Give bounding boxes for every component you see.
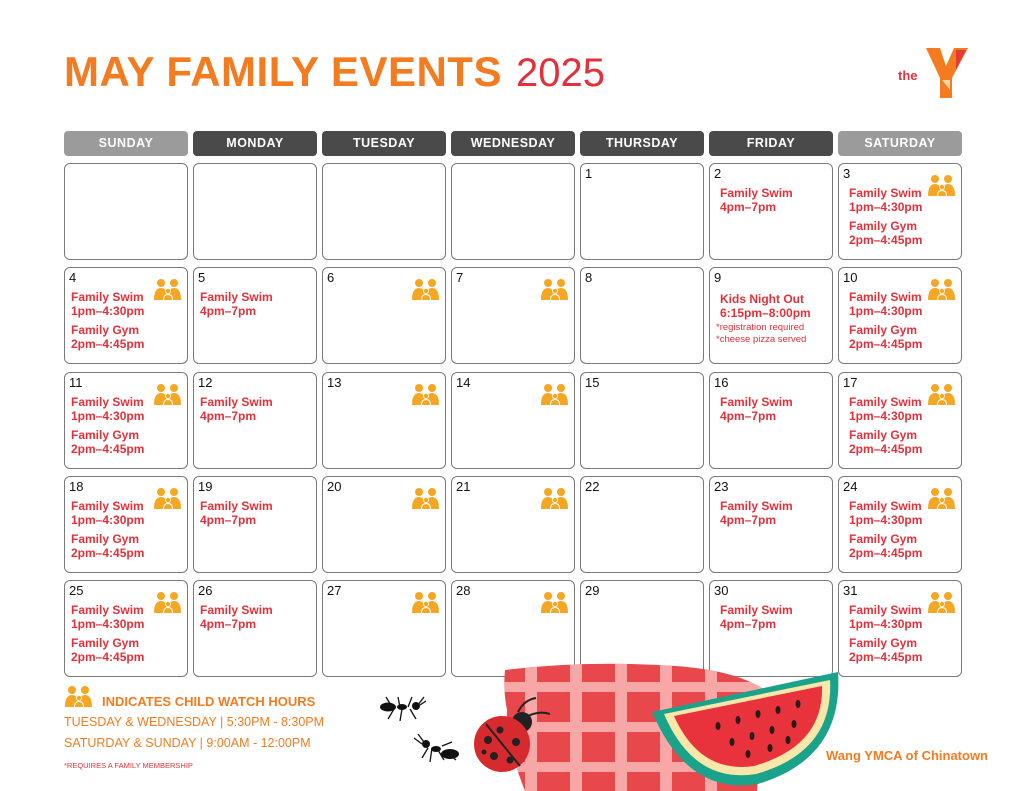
calendar-day-8 <box>580 267 704 364</box>
event-family-swim <box>849 186 967 214</box>
calendar-day-25 <box>64 580 188 677</box>
family-people-icon <box>411 383 441 407</box>
event-time: 4pm–7pm <box>200 513 257 527</box>
calendar-day-20 <box>322 476 446 573</box>
calendar-day-23 <box>709 476 833 573</box>
legend-footnote: *REQUIRES A FAMILY MEMBERSHIP <box>64 761 193 770</box>
calendar-day-empty <box>451 163 575 260</box>
event-note: *registration required <box>716 322 805 333</box>
event-family-gym <box>71 636 189 664</box>
event-time: 4pm–7pm <box>720 200 777 214</box>
event-family-swim <box>200 395 318 423</box>
calendar-day-5 <box>193 267 317 364</box>
day-number: 19 <box>198 479 213 494</box>
event-name: Family Swim <box>200 395 273 409</box>
day-number: 4 <box>69 270 77 285</box>
day-number: 14 <box>456 375 471 390</box>
legend-weekday-hours: TUESDAY & WEDNESDAY | 5:30PM - 8:30PM <box>64 715 325 729</box>
day-number: 24 <box>843 479 858 494</box>
event-family-swim <box>720 395 838 423</box>
event-time: 2pm–4:45pm <box>71 337 145 351</box>
event-time: 1pm–4:30pm <box>71 409 145 423</box>
event-time: 4pm–7pm <box>200 409 257 423</box>
event-name: Family Swim <box>71 395 144 409</box>
event-time: 6:15pm–8:00pm <box>720 306 811 320</box>
event-name: Kids Night Out <box>720 292 804 306</box>
calendar-day-17 <box>838 372 962 469</box>
event-family-swim <box>71 395 189 423</box>
event-kids-night-out <box>720 292 838 320</box>
event-family-swim <box>849 395 967 423</box>
event-family-swim <box>200 499 318 527</box>
day-header-friday: FRIDAY <box>709 131 833 156</box>
legend-weekend-hours: SATURDAY & SUNDAY | 9:00AM - 12:00PM <box>64 736 311 750</box>
calendar-day-9 <box>709 267 833 364</box>
watermelon-slice-illustration <box>648 668 844 791</box>
calendar-day-18 <box>64 476 188 573</box>
event-name: Family Gym <box>71 532 140 546</box>
event-family-gym <box>849 636 967 664</box>
event-family-swim <box>720 186 838 214</box>
calendar-day-24 <box>838 476 962 573</box>
event-family-gym <box>849 219 967 247</box>
event-family-swim <box>200 603 318 631</box>
day-number: 6 <box>327 270 335 285</box>
day-number: 22 <box>585 479 600 494</box>
day-number: 2 <box>714 166 722 181</box>
day-number: 11 <box>69 375 83 390</box>
calendar-day-22 <box>580 476 704 573</box>
day-number: 3 <box>843 166 851 181</box>
calendar-day-2 <box>709 163 833 260</box>
family-people-icon <box>540 278 570 302</box>
event-time: 1pm–4:30pm <box>849 513 923 527</box>
event-note: *cheese pizza served <box>716 334 807 345</box>
family-people-icon <box>540 487 570 511</box>
event-name: Family Swim <box>200 290 273 304</box>
day-number: 16 <box>714 375 729 390</box>
event-time: 2pm–4:45pm <box>71 650 145 664</box>
ymca-y-logo-icon <box>896 44 968 100</box>
day-number: 15 <box>585 375 600 390</box>
calendar-day-10 <box>838 267 962 364</box>
event-time: 4pm–7pm <box>720 513 777 527</box>
calendar-day-16 <box>709 372 833 469</box>
event-name: Family Swim <box>200 499 273 513</box>
day-number: 18 <box>69 479 84 494</box>
event-time: 2pm–4:45pm <box>849 337 923 351</box>
day-header-monday: MONDAY <box>193 131 317 156</box>
family-people-icon <box>540 591 570 615</box>
title-main: MAY FAMILY EVENTS <box>64 48 502 95</box>
event-time: 2pm–4:45pm <box>849 233 923 247</box>
calendar-day-15 <box>580 372 704 469</box>
event-time: 1pm–4:30pm <box>71 617 145 631</box>
event-time: 2pm–4:45pm <box>849 650 923 664</box>
day-number: 30 <box>714 583 729 598</box>
event-time: 4pm–7pm <box>720 409 777 423</box>
day-number: 20 <box>327 479 342 494</box>
event-time: 2pm–4:45pm <box>849 442 923 456</box>
calendar-day-31 <box>838 580 962 677</box>
event-family-gym <box>849 532 967 560</box>
event-time: 1pm–4:30pm <box>849 304 923 318</box>
event-family-swim <box>849 499 967 527</box>
event-family-swim <box>720 499 838 527</box>
calendar-day-11 <box>64 372 188 469</box>
event-time: 1pm–4:30pm <box>849 200 923 214</box>
day-number: 1 <box>585 166 593 181</box>
event-time: 1pm–4:30pm <box>71 304 145 318</box>
calendar-day-7 <box>451 267 575 364</box>
calendar-day-13 <box>322 372 446 469</box>
day-number: 28 <box>456 583 471 598</box>
day-number: 23 <box>714 479 729 494</box>
calendar-day-4 <box>64 267 188 364</box>
calendar-day-empty <box>322 163 446 260</box>
day-header-saturday: SATURDAY <box>838 131 962 156</box>
event-name: Family Gym <box>849 636 918 650</box>
day-number: 25 <box>69 583 84 598</box>
day-header-wednesday: WEDNESDAY <box>451 131 575 156</box>
page-title <box>64 48 605 100</box>
event-name: Family Swim <box>200 603 273 617</box>
event-name: Family Swim <box>71 290 144 304</box>
ladybug-illustration <box>466 696 552 778</box>
day-header-tuesday: TUESDAY <box>322 131 446 156</box>
calendar-day-27 <box>322 580 446 677</box>
event-name: Family Swim <box>849 603 922 617</box>
event-name: Family Swim <box>849 290 922 304</box>
logo-the-text: the <box>898 68 918 83</box>
event-family-gym <box>849 428 967 456</box>
event-name: Family Gym <box>849 532 918 546</box>
day-number: 8 <box>585 270 593 285</box>
event-name: Family Swim <box>720 186 793 200</box>
event-time: 4pm–7pm <box>720 617 777 631</box>
branch-name: Wang YMCA of Chinatown <box>826 748 988 763</box>
ymca-logo <box>896 44 968 100</box>
event-family-gym <box>71 532 189 560</box>
weekday-header-row <box>64 131 964 156</box>
day-number: 27 <box>327 583 342 598</box>
event-name: Family Swim <box>849 395 922 409</box>
day-number: 7 <box>456 270 464 285</box>
event-time: 2pm–4:45pm <box>71 546 145 560</box>
calendar-day-6 <box>322 267 446 364</box>
event-family-gym <box>849 323 967 351</box>
day-number: 17 <box>843 375 858 390</box>
event-time: 4pm–7pm <box>200 304 257 318</box>
day-number: 26 <box>198 583 213 598</box>
event-time: 2pm–4:45pm <box>849 546 923 560</box>
calendar-day-21 <box>451 476 575 573</box>
day-header-thursday: THURSDAY <box>580 131 704 156</box>
event-name: Family Swim <box>849 499 922 513</box>
family-people-icon <box>411 487 441 511</box>
event-time: 1pm–4:30pm <box>849 617 923 631</box>
calendar-day-14 <box>451 372 575 469</box>
day-number: 29 <box>585 583 600 598</box>
day-number: 12 <box>198 375 213 390</box>
event-name: Family Swim <box>720 499 793 513</box>
day-number: 10 <box>843 270 858 285</box>
event-family-swim <box>71 499 189 527</box>
day-number: 21 <box>456 479 471 494</box>
calendar-day-empty <box>193 163 317 260</box>
family-people-icon <box>540 383 570 407</box>
event-name: Family Gym <box>71 323 140 337</box>
calendar-day-1 <box>580 163 704 260</box>
family-people-icon <box>64 685 94 709</box>
day-number: 9 <box>714 270 722 285</box>
family-people-icon <box>411 591 441 615</box>
event-name: Family Swim <box>849 186 922 200</box>
ant-illustration-top <box>378 693 428 723</box>
event-family-gym <box>71 428 189 456</box>
calendar-day-empty <box>64 163 188 260</box>
event-family-gym <box>71 323 189 351</box>
event-name: Family Swim <box>720 395 793 409</box>
day-number: 31 <box>843 583 858 598</box>
calendar-day-12 <box>193 372 317 469</box>
event-name: Family Swim <box>71 603 144 617</box>
event-time: 1pm–4:30pm <box>71 513 145 527</box>
event-time: 2pm–4:45pm <box>71 442 145 456</box>
event-family-swim <box>720 603 838 631</box>
family-people-icon <box>411 278 441 302</box>
event-name: Family Gym <box>71 428 140 442</box>
event-name: Family Gym <box>849 323 918 337</box>
calendar-day-19 <box>193 476 317 573</box>
event-name: Family Gym <box>71 636 140 650</box>
event-family-swim <box>200 290 318 318</box>
event-family-swim <box>849 603 967 631</box>
day-number: 5 <box>198 270 206 285</box>
event-family-swim <box>849 290 967 318</box>
day-header-sunday: SUNDAY <box>64 131 188 156</box>
legend-title: INDICATES CHILD WATCH HOURS <box>102 694 316 709</box>
event-name: Family Swim <box>720 603 793 617</box>
event-time: 1pm–4:30pm <box>849 409 923 423</box>
event-time: 4pm–7pm <box>200 617 257 631</box>
event-name: Family Gym <box>849 219 918 233</box>
calendar-day-26 <box>193 580 317 677</box>
event-name: Family Swim <box>71 499 144 513</box>
event-name: Family Gym <box>849 428 918 442</box>
day-number: 13 <box>327 375 342 390</box>
event-family-swim <box>71 290 189 318</box>
calendar-day-3 <box>838 163 962 260</box>
title-year: 2025 <box>515 51 605 95</box>
ant-illustration-bottom <box>408 730 464 766</box>
event-family-swim <box>71 603 189 631</box>
